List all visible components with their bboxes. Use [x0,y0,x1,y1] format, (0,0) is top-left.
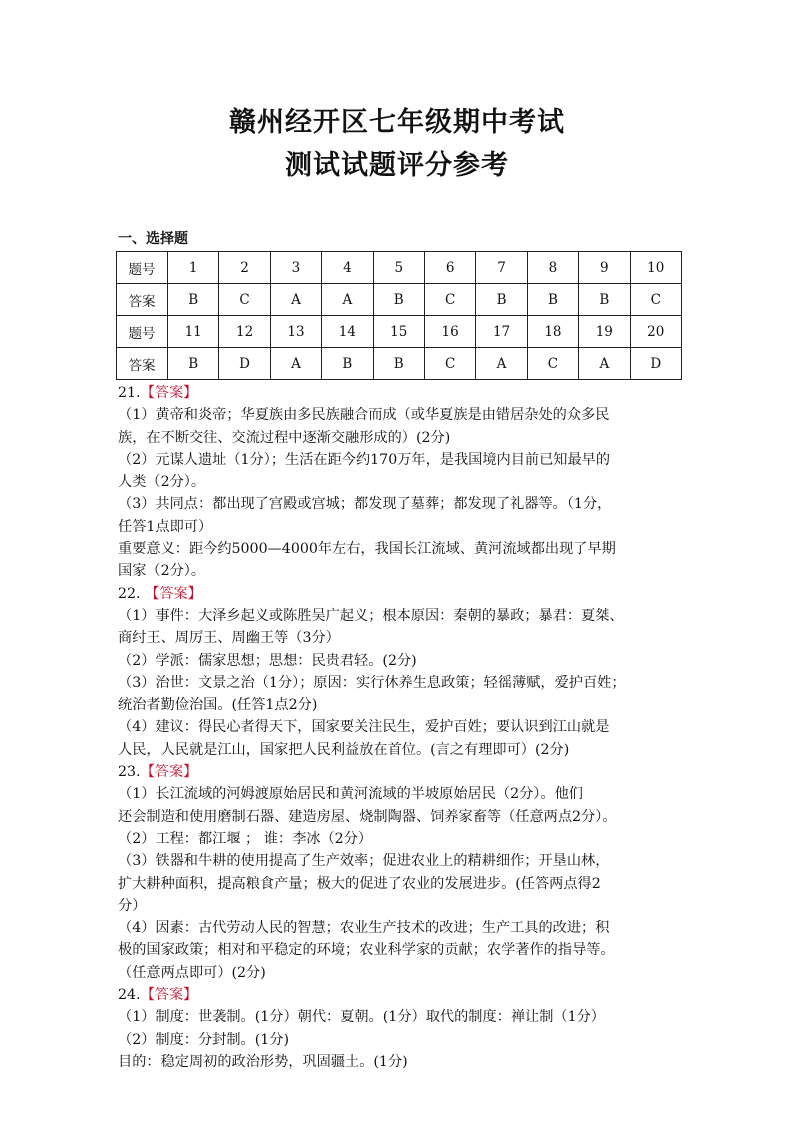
section-heading-choice: 一、选择题 [118,231,188,247]
table-row-label: 题号 [117,252,168,284]
answer-text: 商纣王、周厉王、周幽王等（3分） [118,630,340,647]
answer-line [118,739,678,761]
table-cell: 4 [322,252,373,284]
table-row [117,284,682,316]
table-cell: A [579,348,630,380]
answer-line [118,449,678,471]
table-cell: D [219,348,270,380]
table-cell: 17 [476,316,527,348]
answer-line [118,939,678,961]
answer-text: 任答1点即可） [118,518,213,535]
answer-line [118,1029,678,1051]
answer-line [118,806,678,828]
answer-text: 族，在不断交往、交流过程中逐渐交融形成的）(2分) [118,429,451,446]
question-number: 23. [118,764,141,781]
answer-text: （3）治世：文景之治（1分）；原因：实行休养生息政策；轻徭薄赋，爱护百姓； [118,674,626,691]
table-row [117,252,682,284]
table-cell: B [373,348,424,380]
answer-line [118,538,678,560]
answer-text: 统治者勤俭治国。(任答1点2分) [118,697,318,714]
answer-text: 扩大耕种面积，提高粮食产量；极大的促进了农业的发展进步。(任答两点得2 [118,875,601,892]
answer-text: （任意两点即可）(2分) [118,964,266,981]
answer-text: （3）共同点：都出现了宫殿或宫城；都发现了墓葬；都发现了礼器等。（1分， [118,496,612,513]
answer-line [118,427,678,449]
answer-line [118,493,678,515]
table-cell: 19 [579,316,630,348]
table-row-label: 答案 [117,284,168,316]
answer-text: （1）制度：世袭制。(1分）朝代：夏朝。(1分）取代的制度：禅让制（1分） [118,1009,605,1026]
question-number: 24. [118,987,141,1004]
table-cell: 16 [424,316,475,348]
table-cell: C [424,284,475,316]
table-row-label: 题号 [117,316,168,348]
table-cell: 12 [219,316,270,348]
page-title: 赣州经开区七年级期中考试 [229,107,565,138]
table-cell: C [219,284,270,316]
answer-line [118,1051,678,1073]
answer-line [118,828,678,850]
table-cell: 3 [270,252,321,284]
table-cell: A [476,348,527,380]
answer-text: （2）元谋人遗址（1分）；生活在距今约170万年，是我国境内目前已知最早的 [118,451,611,468]
table-cell: B [527,284,578,316]
table-row [117,316,682,348]
answer-line [118,962,678,984]
answer-tag: 【答案】 [145,585,202,602]
question-number: 21. [118,385,141,401]
table-cell: 1 [168,252,219,284]
answer-body [118,382,678,1073]
table-cell: A [322,284,373,316]
table-cell: 10 [630,252,681,284]
table-cell: B [476,284,527,316]
table-cell: 15 [373,316,424,348]
table-cell: 6 [424,252,475,284]
table-cell: B [373,284,424,316]
table-cell: C [424,348,475,380]
table-cell: 13 [270,316,321,348]
answer-line [118,471,678,493]
table-cell: 14 [322,316,373,348]
answer-line [118,627,678,649]
answer-text: （4）建议：得民心者得天下，国家要关注民生，爱护百姓；要认识到江山就是 [118,719,610,736]
answer-line [118,672,678,694]
table-cell: 5 [373,252,424,284]
answer-line [118,583,678,605]
table-row [117,348,682,380]
answer-line [118,694,678,716]
answer-tag: 【答案】 [140,987,198,1004]
question-number: 22. [118,585,146,602]
answer-line [118,917,678,939]
answer-text: 重要意义：距今约5000—4000年左右，我国长江流域、黄河流域都出现了早期 [118,541,616,558]
table-cell: 7 [476,252,527,284]
table-cell: B [168,284,219,316]
table-cell: A [270,348,321,380]
answer-text: 分） [118,897,147,914]
answer-text: （2）制度：分封制。(1分) [118,1031,289,1048]
answer-line [118,650,678,672]
table-cell: 18 [527,316,578,348]
answer-line [118,783,678,805]
answer-line [118,716,678,738]
table-cell: 2 [219,252,270,284]
answer-tag: 【答案】 [140,764,198,781]
answer-text: （1）事件：大泽乡起义或陈胜吴广起义；根本原因：秦朝的暴政；暴君：夏桀、 [118,607,624,624]
answer-line [118,1006,678,1028]
answer-line [118,984,678,1006]
table-cell: 9 [579,252,630,284]
answer-line [118,382,678,404]
table-cell: D [630,348,681,380]
answer-text: （2）工程：都江堰 ； 谁：李冰（2分） [118,830,373,847]
answer-text: 国家（2分）。 [118,563,206,580]
table-cell: C [630,284,681,316]
table-cell: B [322,348,373,380]
answer-tag: 【答案】 [140,385,198,401]
answer-line [118,605,678,627]
answer-text: （1）黄帝和炎帝；华夏族由多民族融合而成（或华夏族是由错居杂处的众多民 [118,407,610,424]
answer-text: 人民，人民就是江山，国家把人民利益放在首位。(言之有理即可）(2分) [118,741,570,758]
answer-text: （2）学派：儒家思想；思想：民贵君轻。(2分) [118,652,417,669]
table-row-label: 答案 [117,348,168,380]
table-cell: B [579,284,630,316]
answer-table [116,251,682,380]
answer-line [118,404,678,426]
answer-text: 极的国家政策；相对和平稳定的环境；农业科学家的贡献；农学著作的指导等。 [118,942,615,959]
answer-line [118,895,678,917]
answer-text: （4）因素：古代劳动人民的智慧；农业生产技术的改进；生产工具的改进；积 [118,920,610,937]
table-cell: C [527,348,578,380]
table-cell: 11 [168,316,219,348]
page-subtitle: 测试试题评分参考 [285,150,509,181]
answer-line [118,850,678,872]
answer-text: 目的：稳定周初的政治形势，巩固疆土。(1分) [118,1053,408,1070]
answer-line [118,873,678,895]
table-cell: 8 [527,252,578,284]
answer-text: 还会制造和使用磨制石器、建造房屋、烧制陶器、饲养家畜等（任意两点2分）。 [118,808,617,825]
answer-line [118,560,678,582]
answer-text: （1）长江流域的河姆渡原始居民和黄河流域的半坡原始居民（2分）。他们 [118,786,583,803]
table-cell: A [270,284,321,316]
answer-text: 人类（2分）。 [118,474,206,491]
answer-line [118,516,678,538]
table-cell: B [168,348,219,380]
answer-text: （3）铁器和牛耕的使用提高了生产效率；促进农业上的精耕细作；开垦山林， [118,853,610,870]
answer-line [118,761,678,783]
table-cell: 20 [630,316,681,348]
